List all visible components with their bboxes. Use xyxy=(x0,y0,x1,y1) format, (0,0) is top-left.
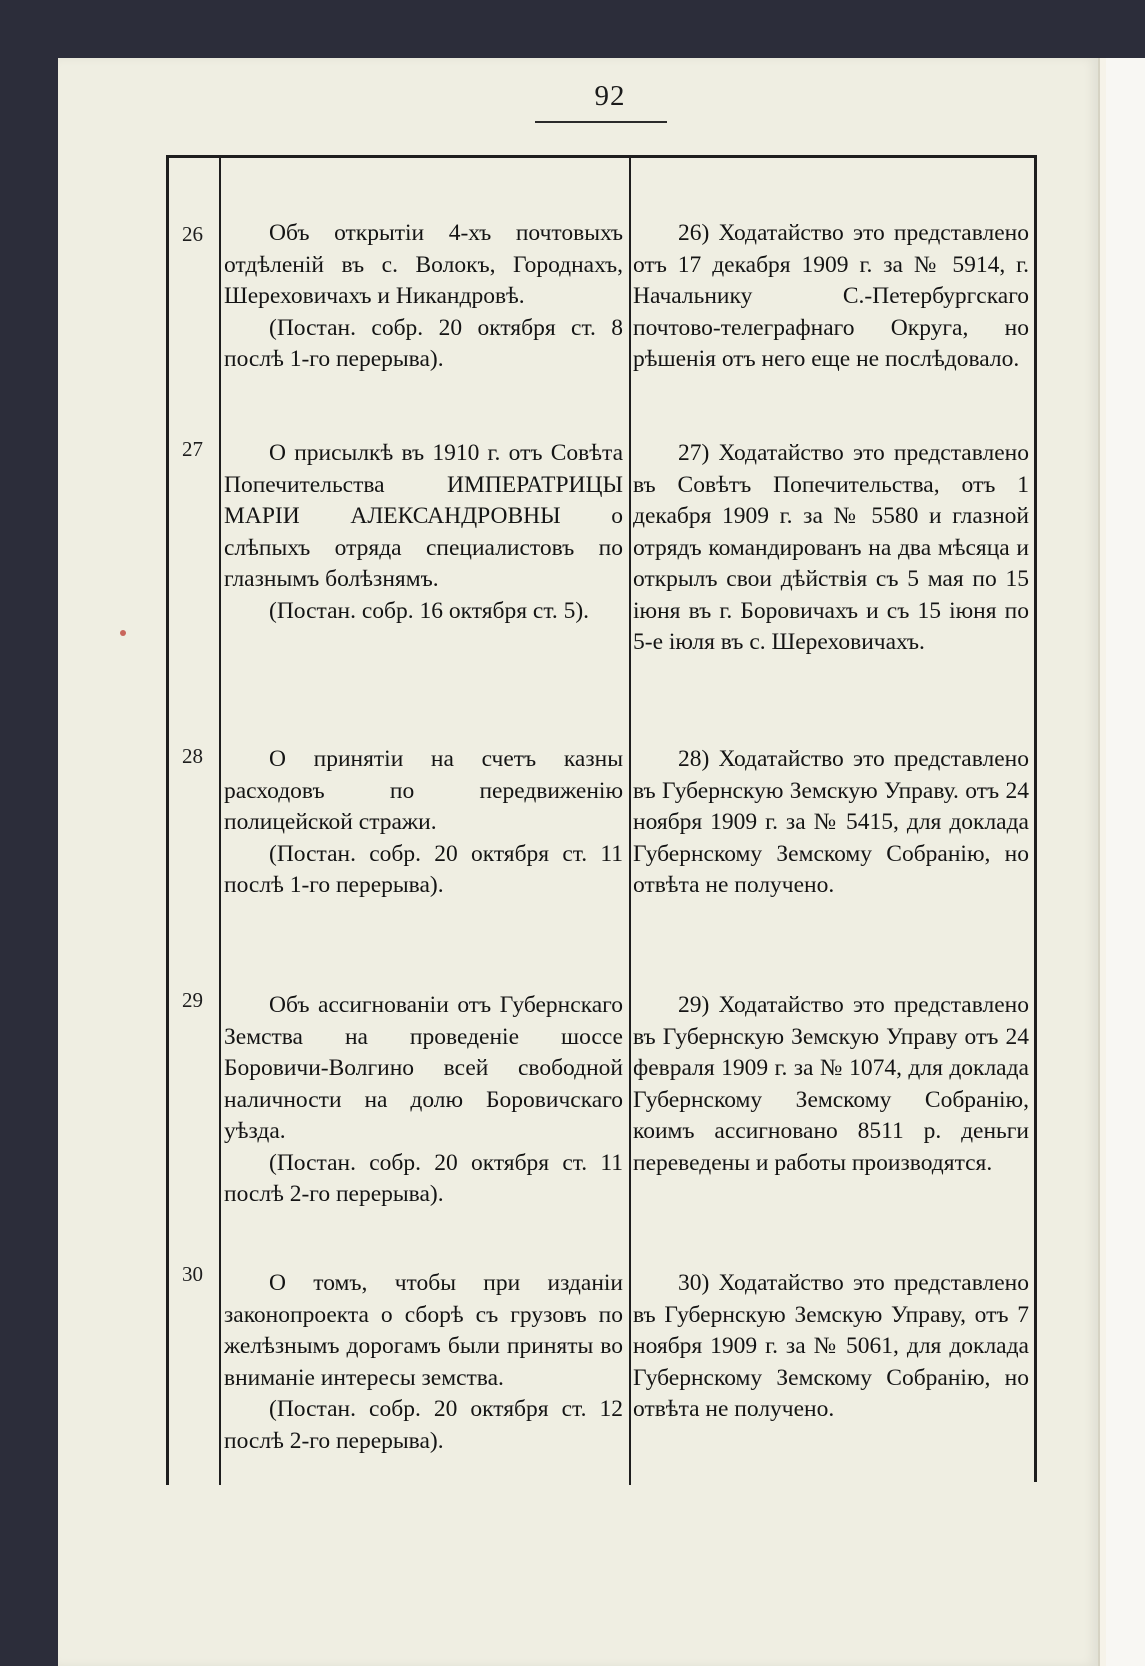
resolution-text: (Постан. собр. 20 октября ст. 11 послѣ 2-го перерыва). xyxy=(224,1149,623,1207)
subject-text: О томъ, чтобы при изданіи законопроекта о сборѣ съ грузовъ по желѣзнымъ дорогамъ были приняты во вниманіе интересы земства. xyxy=(224,1270,623,1391)
subject-text: Объ ассигнованіи отъ Губернскаго Земства на проведеніе шоссе Боровичи-Волгино всей свободной наличности на долю Боровичскаго уѣзда. xyxy=(224,992,623,1144)
outcome-text: 27) Ходатайство это представлено въ Совѣтъ Попечительства, отъ 1 декабря 1909 г. за № 5580 и глазной отрядъ командированъ на два мѣсяца и открылъ свои дѣйствія съ 5 мая по 15 іюня въ г. Боровичахъ и съ 15 іюня по 5-е іюля въ с. Шереховичахъ. xyxy=(633,440,1029,655)
entry-number: 26 xyxy=(182,222,203,246)
subject-text: О принятіи на счетъ казны расходовъ по передвиженію полицейской стражи. xyxy=(224,746,623,835)
resolution-text: (Постан. собр. 20 октября ст. 8 послѣ 1-го перерыва). xyxy=(224,314,623,372)
entry-outcome xyxy=(633,218,1029,376)
outcome-text: 26) Ходатайство это представлено отъ 17 декабря 1909 г. за № 5914, г. Начальнику С.-Петербургскаго почтово-телеграфнаго Округа, но рѣшенія отъ него еще не послѣдовало. xyxy=(633,220,1029,372)
outcome-text: 28) Ходатайство это представлено въ Губернскую Земскую Управу. отъ 24 ноября 1909 г. за № 5415, для доклада Губернскому Земскому Собранію, но отвѣта не получено. xyxy=(633,746,1029,898)
entry-number: 30 xyxy=(182,1262,203,1286)
outcome-text: 30) Ходатайство это представлено въ Губернскую Земскую Управу, отъ 7 ноября 1909 г. за № 5061, для доклада Губернскому Земскому Собранію, но отвѣта не получено. xyxy=(633,1270,1029,1422)
subject-text: Объ открытіи 4-хъ почтовыхъ отдѣленій въ с. Волокъ, Городнахъ, Шереховичахъ и Никандровѣ. xyxy=(224,220,623,309)
resolution-text: (Постан. собр. 20 октября ст. 12 послѣ 2-го перерыва). xyxy=(224,1396,623,1454)
page-number-rule xyxy=(535,121,667,123)
resolution-text: (Постан. собр. 16 октября ст. 5). xyxy=(269,597,590,624)
entry-outcome xyxy=(633,744,1029,902)
entry-subject xyxy=(224,1268,623,1457)
entry-outcome xyxy=(633,1268,1029,1426)
resolution-text: (Постан. собр. 20 октября ст. 11 послѣ 1-го перерыва). xyxy=(224,840,623,898)
number-column-rule xyxy=(219,158,221,1485)
table-right-rule xyxy=(1034,155,1037,1482)
subject-text: О присылкѣ въ 1910 г. отъ Совѣта Попечительства ИМПЕРАТРИЦЫ МАРІИ АЛЕКСАНДРОВНЫ о слѣпыхъ отряда специалистовъ по глазнымъ болѣзнямъ. xyxy=(224,440,623,592)
entry-outcome xyxy=(633,990,1029,1179)
entry-number: 28 xyxy=(182,744,203,768)
entry-subject xyxy=(224,990,623,1211)
entry-number: 29 xyxy=(182,988,203,1012)
entry-subject xyxy=(224,744,623,902)
outcome-text: 29) Ходатайство это представлено въ Губернскую Земскую Управу отъ 24 февраля 1909 г. за № 1074, для доклада Губернскому Земскому Собранію, коимъ ассигновано 8511 р. деньги переведены и работы производятся. xyxy=(633,992,1029,1176)
margin-mark xyxy=(120,630,126,636)
table-left-rule xyxy=(166,155,169,1485)
middle-column-rule xyxy=(629,158,631,1485)
entry-outcome xyxy=(633,438,1029,659)
page-number: 92 xyxy=(594,80,626,112)
entry-number: 27 xyxy=(182,437,203,461)
table-top-rule xyxy=(168,155,1036,158)
next-page-edge xyxy=(1106,58,1145,1666)
entry-subject xyxy=(224,438,623,627)
entry-subject xyxy=(224,218,623,376)
